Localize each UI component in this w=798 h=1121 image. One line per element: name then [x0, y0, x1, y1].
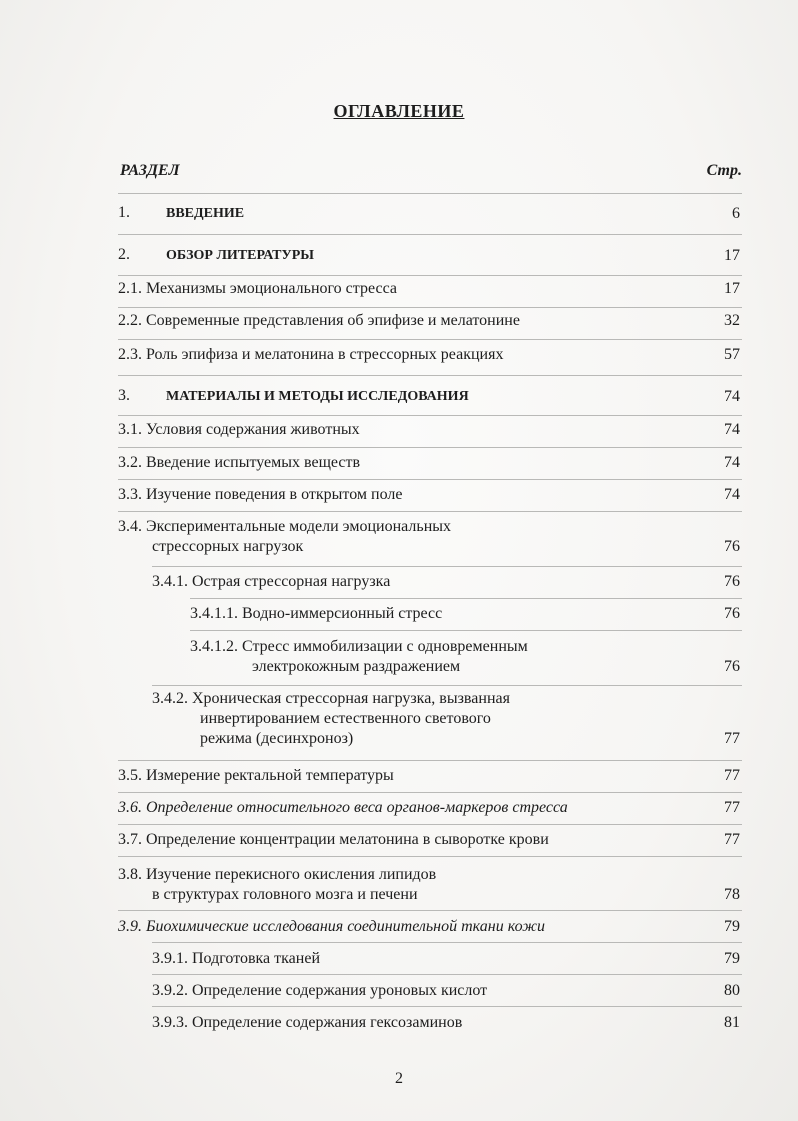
- toc-entry[interactable]: [152, 572, 740, 592]
- toc-page-number: 81: [724, 1014, 740, 1031]
- toc-entry[interactable]: [118, 517, 740, 557]
- toc-page-number: 74: [724, 486, 740, 503]
- section-column-header: РАЗДЕЛ: [120, 162, 180, 179]
- toc-entry-label: 2.1. Механизмы эмоционального стресса: [118, 280, 397, 297]
- toc-page-number: 32: [724, 312, 740, 329]
- toc-page-number: 77: [724, 799, 740, 816]
- toc-entry[interactable]: [190, 637, 740, 677]
- toc-entry-label-continued: инвертированием естественного светового: [200, 710, 491, 727]
- page-column-header: Стр.: [706, 162, 742, 179]
- toc-page-number: 74: [724, 388, 740, 405]
- toc-page-number: 77: [724, 730, 740, 747]
- toc-page-number: 76: [724, 605, 740, 622]
- toc-page-number: 74: [724, 421, 740, 438]
- toc-page-number: 77: [724, 831, 740, 848]
- toc-entry[interactable]: [118, 485, 740, 505]
- toc-entry[interactable]: [152, 689, 740, 749]
- toc-entry[interactable]: [118, 766, 740, 786]
- toc-page-number: 80: [724, 982, 740, 999]
- toc-entry[interactable]: [118, 865, 740, 905]
- toc-entry-label: 3.9.1. Подготовка тканей: [152, 950, 321, 967]
- toc-entry-label: 3.9. Биохимические исследования соединительной ткани кожи: [118, 918, 546, 935]
- toc-entry-label: 3.8. Изучение перекисного окисления липидов: [118, 866, 437, 883]
- toc-entry-label: 3.7. Определение концентрации мелатонина в сыворотке крови: [118, 831, 549, 848]
- toc-entry[interactable]: [118, 830, 740, 850]
- toc-page-number: 6: [732, 205, 740, 222]
- toc-entry-label: 3.6. Определение относительного веса органов-маркеров стресса: [118, 799, 568, 816]
- toc-entry-label-continued: в структурах головного мозга и печени: [152, 886, 418, 903]
- toc-page-number: 57: [724, 346, 740, 363]
- toc-entry-label: 2.3. Роль эпифиза и мелатонина в стрессорных реакциях: [118, 346, 504, 363]
- toc-entry[interactable]: [152, 1013, 740, 1033]
- toc-entry-label: 3.9.3. Определение содержания гексозаминов: [152, 1014, 463, 1031]
- toc-entry[interactable]: [118, 798, 740, 818]
- page-title: ОГЛАВЛЕНИЕ: [333, 101, 465, 121]
- toc-entry-label: 3.4. Экспериментальные модели эмоциональных: [118, 518, 452, 535]
- toc-page-number: 17: [724, 247, 740, 264]
- toc-entry-chapter[interactable]: 1. ВВЕДЕНИЕ 6: [118, 204, 740, 222]
- toc-entry-label-continued: режима (десинхроноз): [200, 730, 354, 747]
- page-number-footer: 2: [395, 1070, 403, 1087]
- toc-entry[interactable]: [118, 453, 740, 473]
- toc-entry[interactable]: [152, 981, 740, 1001]
- toc-page-number: 17: [724, 280, 740, 297]
- toc-entry-label: 3.4.1.1. Водно-иммерсионный стресс: [190, 605, 443, 622]
- toc-entry[interactable]: [118, 279, 740, 299]
- toc-entry[interactable]: [152, 949, 740, 969]
- toc-page-number: 74: [724, 454, 740, 471]
- toc-entry-label: 3.4.1. Острая стрессорная нагрузка: [152, 573, 391, 590]
- toc-page-number: 76: [724, 573, 740, 590]
- toc-page-number: 76: [724, 538, 740, 555]
- toc-page-number: 76: [724, 658, 740, 675]
- toc-entry-chapter[interactable]: 3. МАТЕРИАЛЫ И МЕТОДЫ ИССЛЕДОВАНИЯ 74: [118, 387, 740, 405]
- toc-entry-label: 3.2. Введение испытуемых веществ: [118, 454, 361, 471]
- toc-entry-label: 3.4.2. Хроническая стрессорная нагрузка, вызванная: [152, 690, 510, 707]
- toc-page-number: 79: [724, 918, 740, 935]
- toc-page-number: 78: [724, 886, 740, 903]
- toc-entry[interactable]: [118, 345, 740, 365]
- toc-entry-label: 3.3. Изучение поведения в открытом поле: [118, 486, 403, 503]
- toc-entry-label-continued: стрессорных нагрузок: [152, 538, 304, 555]
- toc-entry-label: 3.5. Измерение ректальной температуры: [118, 767, 394, 784]
- toc-entry-label: 3.4.1.2. Стресс иммобилизации с одновременным: [190, 638, 528, 655]
- toc-entry-label: 3.1. Условия содержания животных: [118, 421, 360, 438]
- toc-entry[interactable]: [118, 311, 740, 331]
- toc-entry[interactable]: [190, 604, 740, 624]
- toc-entry-label: 2.2. Современные представления об эпифизе и мелатонине: [118, 312, 520, 329]
- toc-entry-label-continued: электрокожным раздражением: [252, 658, 461, 675]
- toc-entry-chapter[interactable]: 2. ОБЗОР ЛИТЕРАТУРЫ 17: [118, 246, 740, 264]
- toc-entry[interactable]: [118, 420, 740, 440]
- toc-page-number: 77: [724, 767, 740, 784]
- toc-page-number: 79: [724, 950, 740, 967]
- toc-entry[interactable]: [118, 917, 740, 937]
- toc-entry-label: 3.9.2. Определение содержания уроновых кислот: [152, 982, 488, 999]
